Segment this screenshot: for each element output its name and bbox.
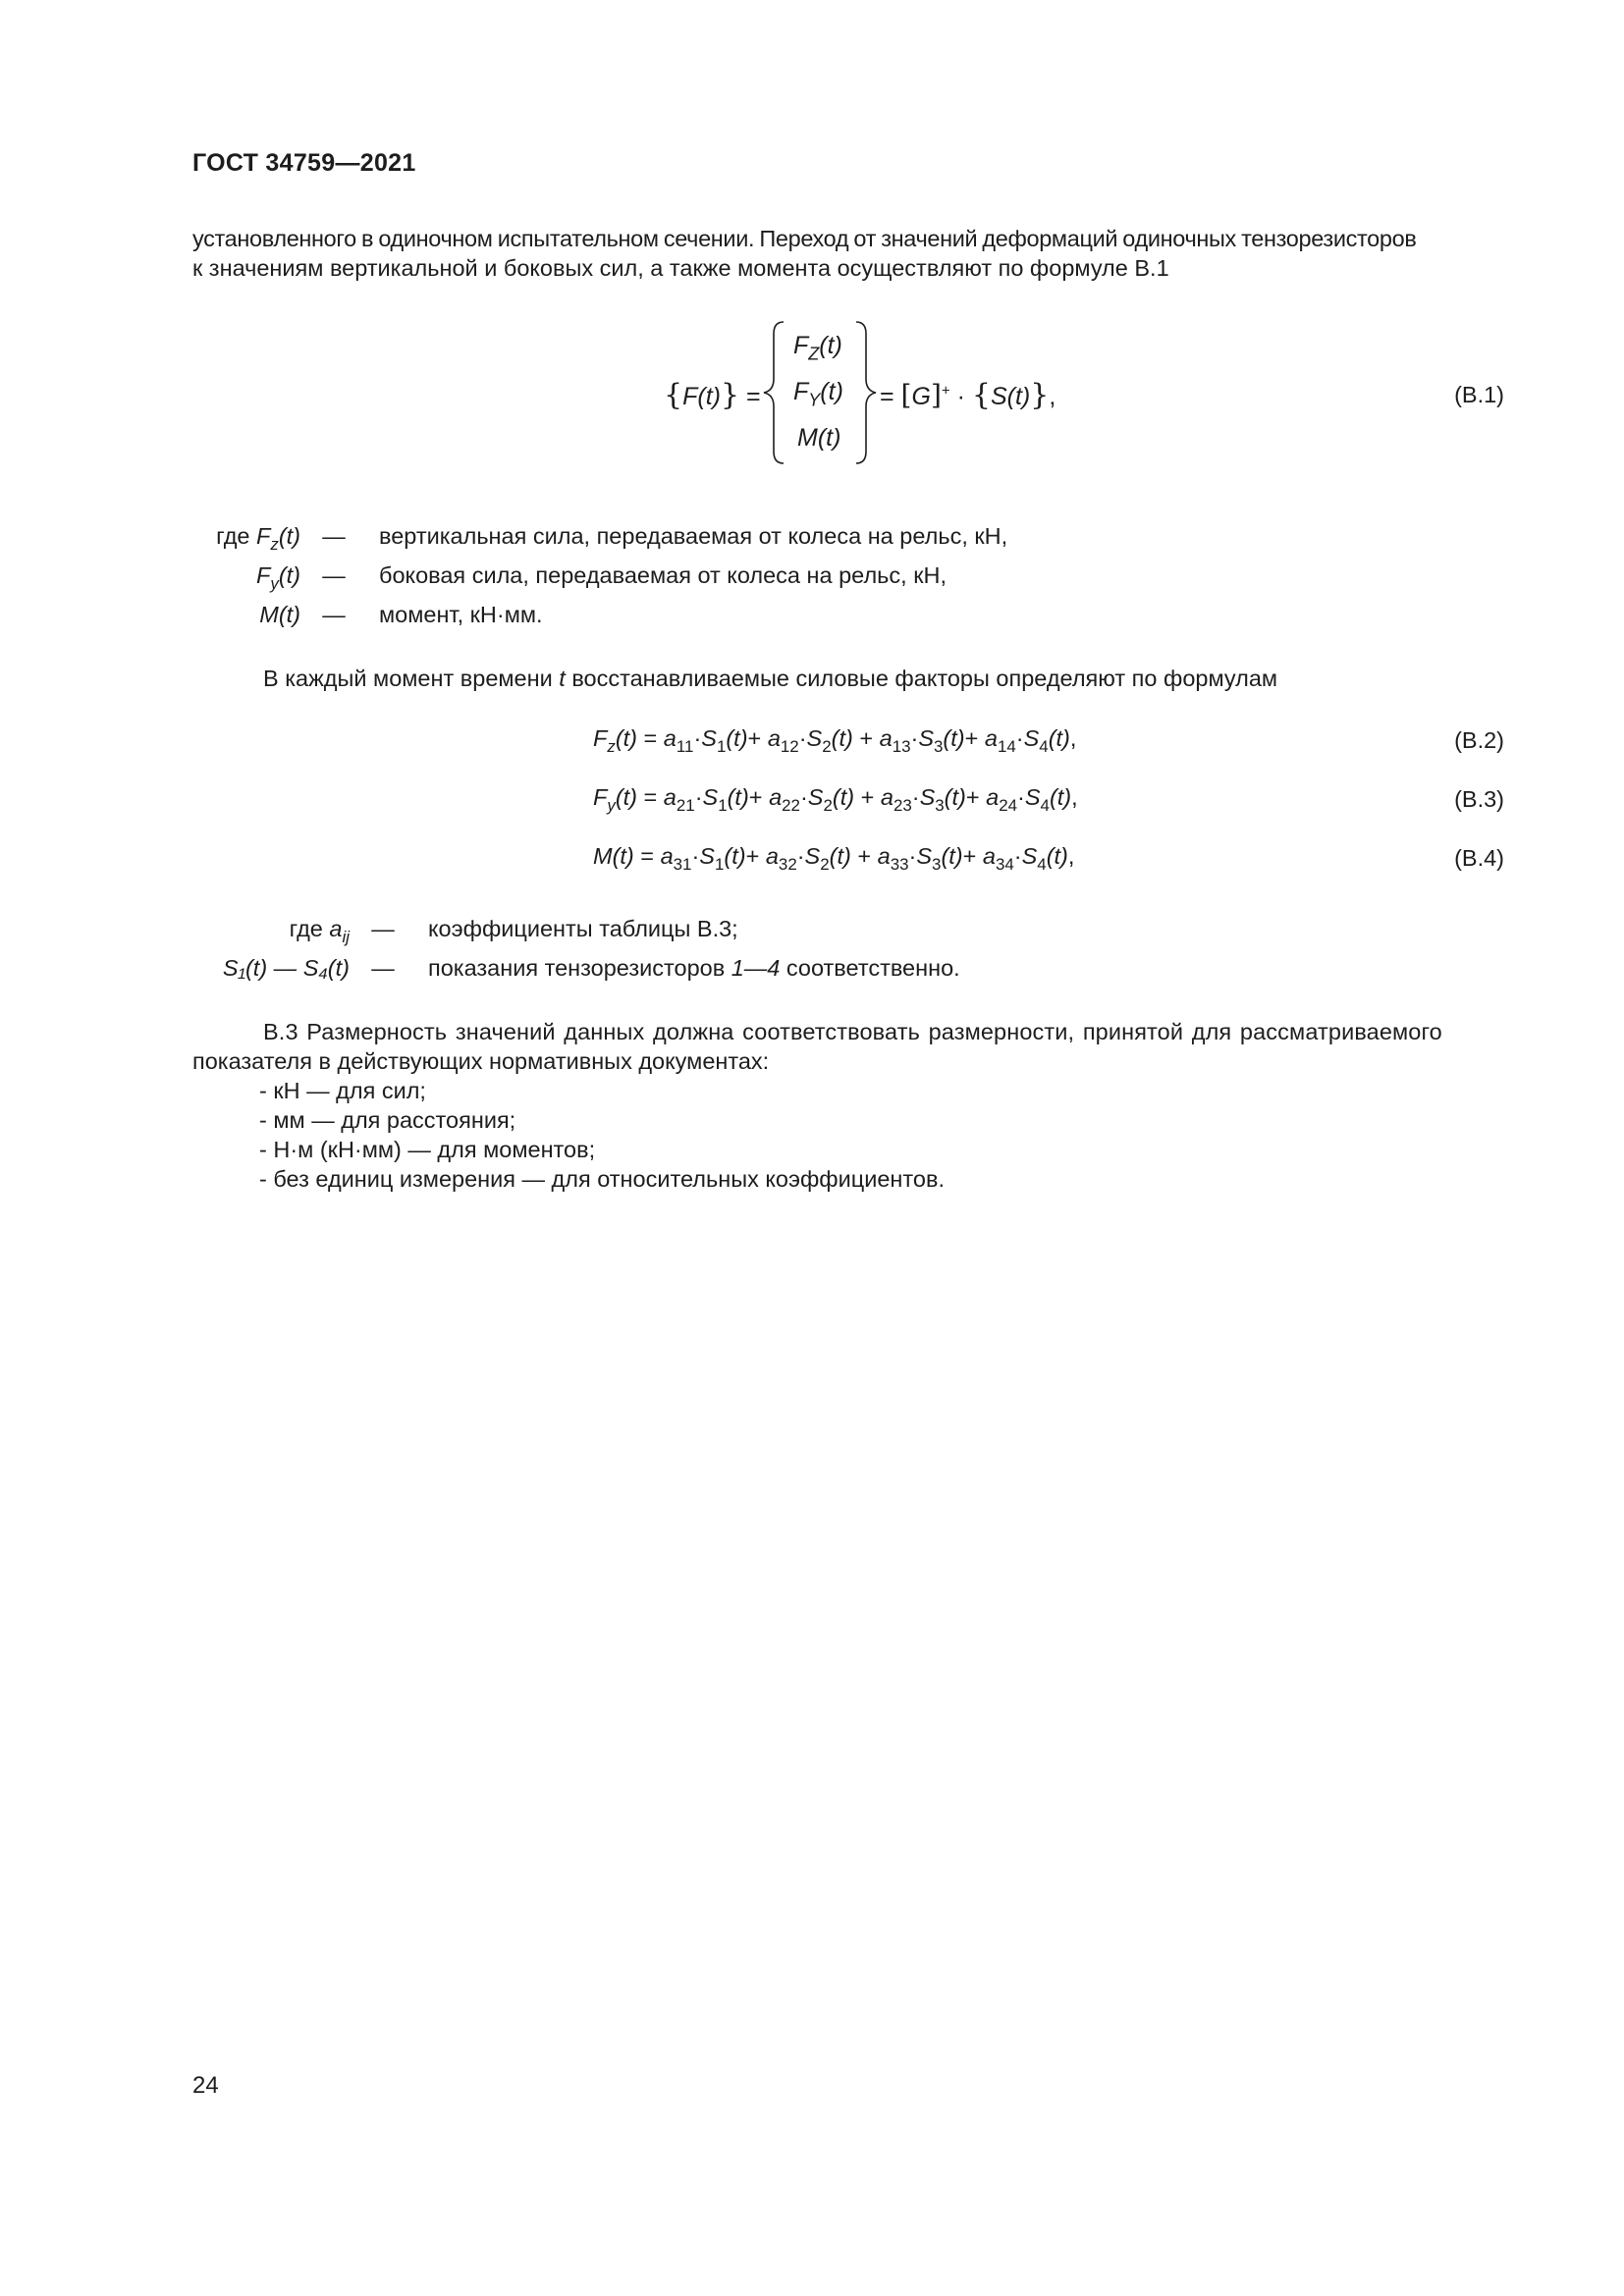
legend2-symbol-aij: где $a_{ij}$ [289, 916, 350, 946]
legend1-desc-fy: боковая сила, передаваемая от колеса на рельс, кН, [379, 562, 947, 588]
legend1-dash: — [322, 562, 346, 588]
legend2-dash: — [371, 955, 395, 981]
legend1-symbol-fy: $F_y(t)$ [256, 562, 300, 593]
legend1-dash: — [322, 602, 346, 627]
legend1-dash: — [322, 523, 346, 549]
legend1-desc-fz: вертикальная сила, передаваемая от колеса на рельс, кН, [379, 523, 1008, 549]
section-b3-line-2: показателя в действующих нормативных документах: [192, 1048, 770, 1074]
formula-b2-number: (В.2) [1454, 727, 1504, 753]
legend1-symbol-m: M(t) [259, 602, 300, 627]
page-number: 24 [192, 2072, 219, 2099]
section-b3 [192, 1017, 1506, 1076]
formula-b4-number: (В.4) [1454, 845, 1504, 871]
list-item: - кН — для сил; [259, 1078, 426, 1103]
legend2-symbol-s: S₁(t) — S₄(t) [222, 955, 350, 981]
list-item: - Н·м (кН·мм) — для моментов; [259, 1137, 596, 1162]
formula-b4: $M(t) = a_{31}\cdot S_1(t)+ a_{32}\cdot S_2(t) + a_{33}\cdot S_3(t)+ a_{34}\cdot S_4(t)$, [593, 843, 1075, 874]
section-b3-line-1: В.3 Размерность значений данных должна соответствовать размерности, принятой для рассматриваемого [263, 1019, 1442, 1044]
intro-line-2: к значениям вертикальной и боковых сил, а также момента осуществляют по формуле В.1 [192, 255, 1169, 281]
list-item: - без единиц измерения — для относительных коэффициентов. [259, 1166, 945, 1192]
formula-b3-number: (В.3) [1454, 786, 1504, 812]
formula-b3: $F_y(t) = a_{21}\cdot S_1(t)+ a_{22}\cdot S_2(t) + a_{23}\cdot S_3(t)+ a_{24}\cdot S_4(t)$, [593, 784, 1078, 815]
list-item: - мм — для расстояния; [259, 1107, 516, 1133]
legend1-symbol-fz: где $F_z(t)$ [216, 523, 300, 554]
lhs-ft: F(t) [682, 383, 721, 410]
section-b3-list [259, 1076, 945, 1194]
legend1-desc-m: момент, кН·мм. [379, 602, 543, 627]
formula-b1-lhs: {F(t)} = [664, 378, 761, 412]
legend2-desc-s: показания тензорезисторов 1—4 соответственно. [428, 955, 960, 981]
intro-paragraph [192, 224, 1506, 283]
formula-b1-rhs: = [G]+ · {S(t)}, [880, 378, 1056, 412]
legend2-dash: — [371, 916, 395, 941]
formula-b1-number: (В.1) [1454, 382, 1504, 407]
formula-b2: $F_z(t) = a_{11}\cdot S_1(t)+ a_{12}\cdot S_2(t) + a_{13}\cdot S_3(t)+ a_{14}\cdot S_4(t)$, [593, 725, 1077, 756]
legend2-desc-aij: коэффициенты таблицы В.3; [428, 916, 738, 941]
formula-b1-row2: $F_Y(t)$ [793, 378, 843, 410]
formula-b1-row1: $F_Z(t)$ [793, 332, 842, 364]
left-curly-brace [764, 322, 784, 463]
intro-line-1: установленного в одиночном испытательном сечении. Переход от значений деформаций одиночных тензорезисторов [192, 226, 1417, 251]
paragraph-2: В каждый момент времени t восстанавливаемые силовые факторы определяют по формулам [263, 666, 1278, 691]
formula-b1-row3: M(t) [797, 424, 841, 452]
document-header: ГОСТ 34759—2021 [192, 149, 416, 177]
right-curly-brace [856, 322, 876, 463]
